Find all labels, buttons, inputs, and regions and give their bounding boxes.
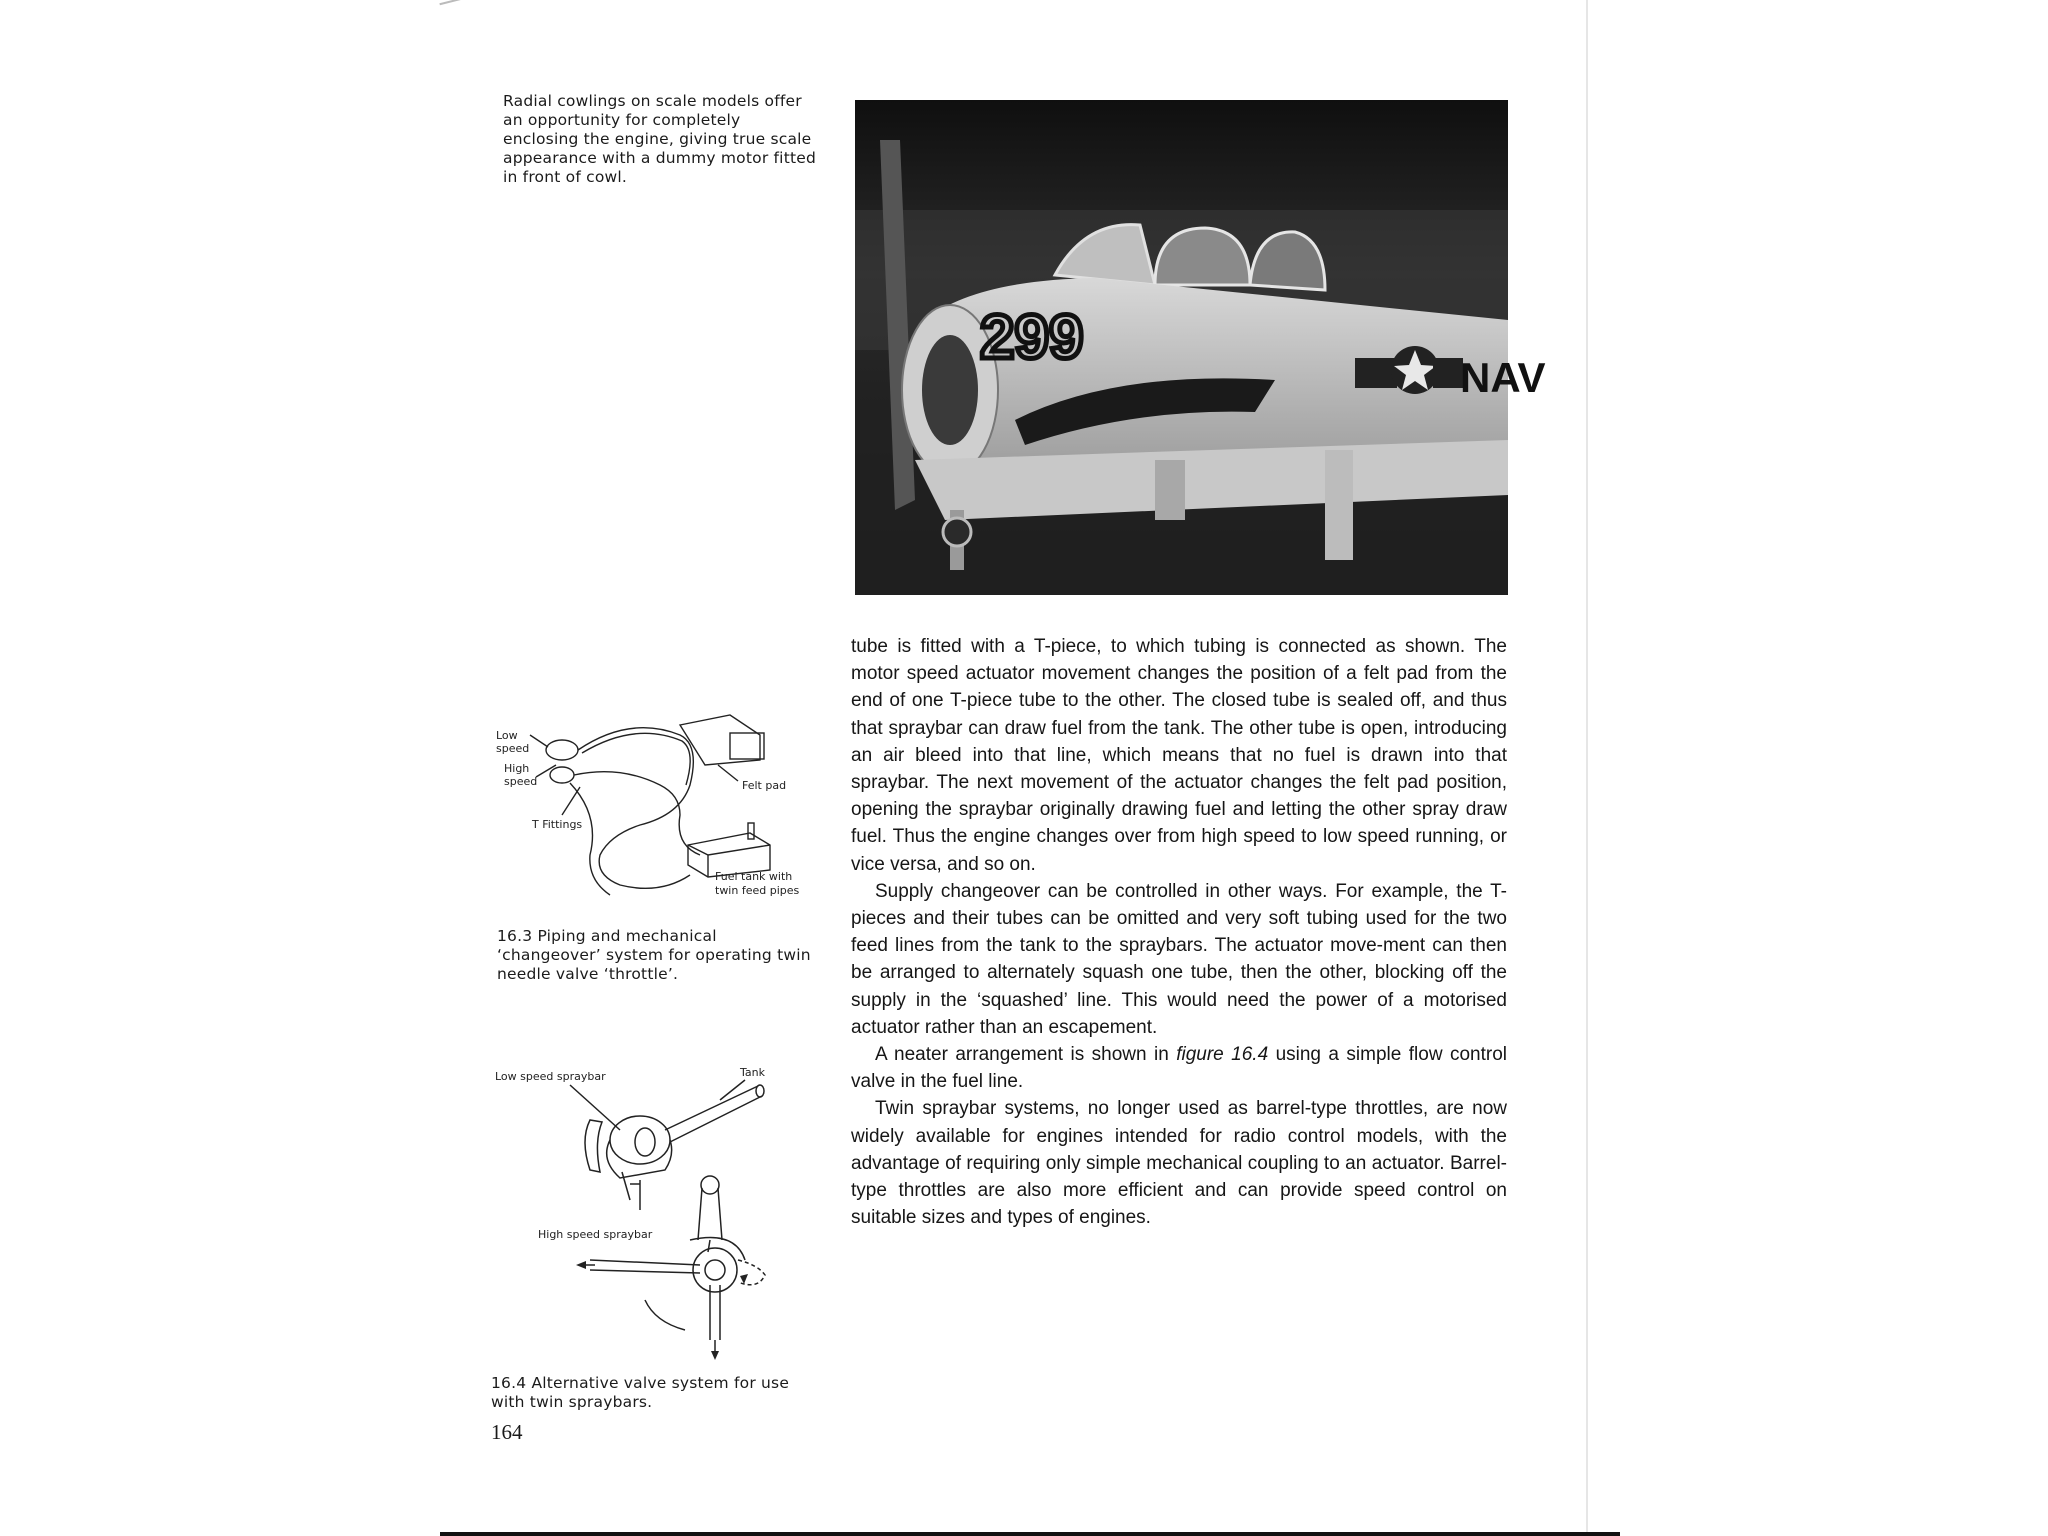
- figure-16-4-diagram: [490, 1060, 790, 1360]
- high-speed-label-1: High: [504, 762, 530, 775]
- paragraph-3-text-end: using a simple flow control valve in the fuel line.: [851, 1044, 1507, 1093]
- low-speed-spraybar-label: Low speed spraybar: [495, 1070, 606, 1083]
- body-paragraph-3: [851, 1041, 1507, 1095]
- page-number: 164: [491, 1420, 523, 1444]
- page-bottom-edge: [440, 1532, 1620, 1536]
- fuel-tank-label-1: Fuel tank with: [715, 870, 793, 883]
- body-paragraph-4: Twin spraybar systems, no longer used as barrel-type throttles, are now widely available for engines intended for radio control models, with the advantage of requiring only simple mechanical coupling to an actuator. Barrel-type throttles are also more efficient and can provide speed control on suitable sizes and types of engines.: [851, 1098, 1507, 1229]
- body-paragraph-1: tube is fitted with a T-piece, to which tubing is connected as shown. The motor speed actuator movement changes the position of a felt pad from the end of one T-piece tube to the other. The closed tube is sealed off, and thus that spraybar can draw fuel from the tank. The other tube is open, introducing an air bleed into that line, which means that no fuel is drawn into that spraybar. The next movement of the actuator changes the felt pad position, opening the spraybar originally drawing fuel and letting the other spray draw fuel. Thus the engine changes over from high speed to low speed running, or vice versa, and so on.: [851, 636, 1507, 875]
- body-text: [851, 633, 1507, 1231]
- figure-16-3-diagram: [490, 705, 830, 915]
- low-speed-label-2: speed: [496, 742, 530, 755]
- page-edge-line: [1586, 0, 1588, 1536]
- felt-pad-label: Felt pad: [742, 779, 787, 792]
- aircraft-number: 299: [980, 303, 1084, 372]
- tank-label: Tank: [740, 1066, 765, 1079]
- body-paragraph-2: Supply changeover can be controlled in other ways. For example, the T-pieces and their tubes can be omitted and very soft tubing used for the two feed lines from the tank to the spraybars. The actuator move-ment can then be arranged to alternately squash one tube, then the other, blocking off the supply in the ‘squashed’ line. This would need the power of a motorised actuator rather than an escapement.: [851, 880, 1507, 1038]
- figure-16-4-reference: figure 16.4: [1176, 1044, 1269, 1066]
- t-fittings-label: T Fittings: [532, 818, 583, 831]
- paragraph-3-text-start: A neater arrangement is shown in: [875, 1044, 1177, 1066]
- corner-scan-mark: [439, 0, 466, 11]
- fuselage-marking: NAV: [1460, 354, 1546, 401]
- low-speed-label-1: Low: [496, 729, 518, 742]
- high-speed-spraybar-label: High speed spraybar: [538, 1228, 653, 1241]
- high-speed-label-2: speed: [504, 775, 538, 788]
- figure-16-3-caption: 16.3 Piping and mechanical ‘changeover’ system for operating twin needle valve ‘throttle’.: [497, 927, 811, 983]
- fuel-tank-label-2: twin feed pipes: [715, 884, 800, 897]
- aircraft-photo: [855, 100, 1546, 595]
- photo-caption: Radial cowlings on scale models offer an opportunity for completely enclosing the engine, giving true scale appearance with a dummy motor fitted in front of cowl.: [503, 92, 817, 186]
- figure-16-4-caption: 16.4 Alternative valve system for use with twin spraybars.: [491, 1374, 790, 1411]
